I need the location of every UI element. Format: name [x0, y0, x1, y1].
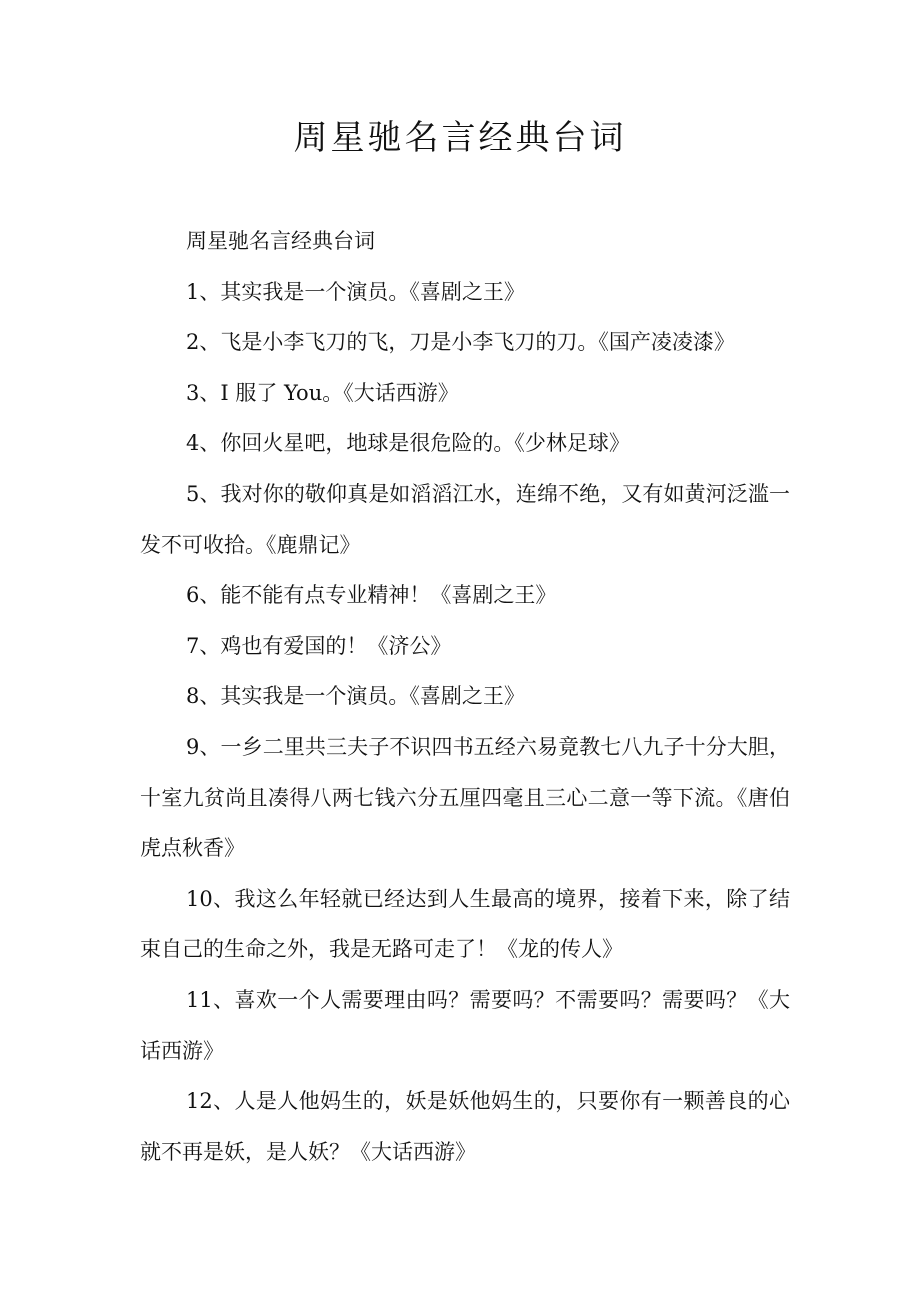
quote-8: 8、其实我是一个演员。《喜剧之王》	[186, 684, 525, 709]
quote-4: 4、你回火星吧，地球是很危险的。《少林足球》	[186, 431, 630, 456]
document-body	[140, 216, 790, 1177]
quote-6: 6、能不能有点专业精神！《喜剧之王》	[186, 583, 557, 608]
quote-2: 2、飞是小李飞刀的飞，刀是小李飞刀的刀。《国产凌凌漆》	[186, 330, 735, 355]
quote-1: 1、其实我是一个演员。《喜剧之王》	[186, 279, 525, 304]
quote-9: 9、一乡二里共三夫子不识四书五经六易竟教七八九子十分大胆，十室九贫尚且凑得八两七钱六分五厘四毫且三心二意一等下流。《唐伯虎点秋香》	[140, 734, 790, 861]
document-title: 周星驰名言经典台词	[293, 118, 627, 158]
quote-11: 11、喜欢一个人需要理由吗？需要吗？不需要吗？需要吗？《大话西游》	[140, 987, 790, 1063]
quote-12: 12、人是人他妈生的，妖是妖他妈生的，只要你有一颗善良的心就不再是妖，是人妖？《大话西游》	[140, 1089, 790, 1164]
quote-10: 10、我这么年轻就已经达到人生最高的境界，接着下来，除了结束自己的生命之外，我是无路可走了！《龙的传人》	[140, 886, 790, 962]
quote-7: 7、鸡也有爱国的！《济公》	[186, 633, 452, 658]
quote-3: 3、I 服了 You。《大话西游》	[186, 380, 459, 405]
quote-5: 5、我对你的敬仰真是如滔滔江水，连绵不绝，又有如黄河泛滥一发不可收拾。《鹿鼎记》	[140, 481, 790, 557]
paragraph-heading: 周星驰名言经典台词	[186, 229, 375, 253]
